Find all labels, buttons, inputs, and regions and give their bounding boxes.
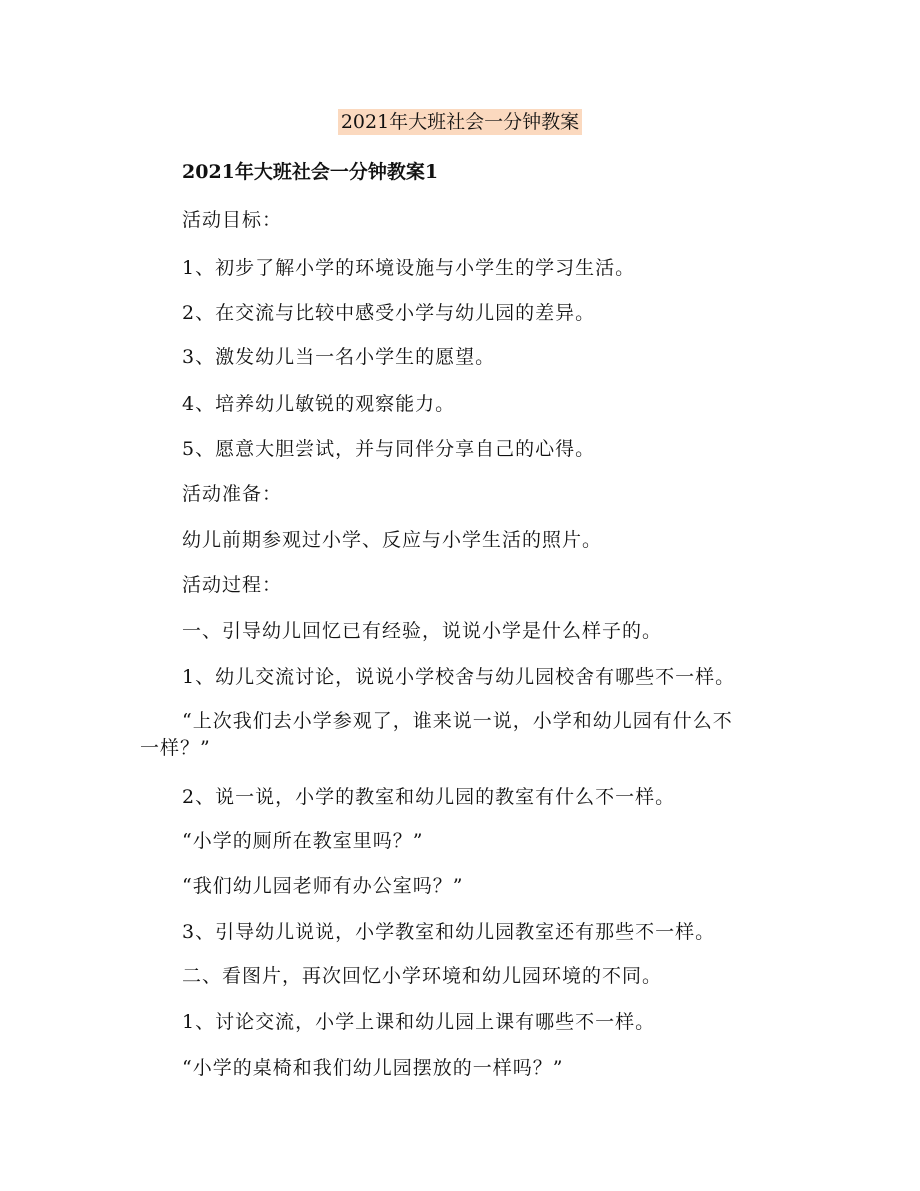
paragraph-process-label: 活动过程： [182,574,283,596]
paragraph-step-2-1: 1、讨论交流，小学上课和幼儿园上课有哪些不一样。 [182,1011,656,1033]
paragraph-step-2: 二、看图片，再次回忆小学环境和幼儿园环境的不同。 [182,965,663,987]
paragraph-step-1-3: 3、引导幼儿说说，小学教室和幼儿园教室还有那些不一样。 [182,921,716,943]
paragraph-quote-1-continued: 一样？” [140,737,211,759]
paragraph-step-1: 一、引导幼儿回忆已有经验，说说小学是什么样子的。 [182,620,663,642]
section-heading: 2021年大班社会一分钟教案1 [182,161,439,183]
document-title-text: 2021年大班社会一分钟教案 [338,109,582,135]
document-title [0,107,920,137]
paragraph-quote-4: “小学的桌椅和我们幼儿园摆放的一样吗？” [182,1057,564,1079]
paragraph-activity-goals-label: 活动目标： [182,209,283,231]
paragraph-quote-3: “我们幼儿园老师有办公室吗？” [182,875,464,897]
paragraph-goal-1: 1、初步了解小学的环境设施与小学生的学习生活。 [182,257,636,279]
paragraph-goal-2: 2、在交流与比较中感受小学与幼儿园的差异。 [182,302,596,324]
paragraph-goal-4: 4、培养幼儿敏锐的观察能力。 [182,393,456,415]
paragraph-quote-2: “小学的厕所在教室里吗？” [182,830,424,852]
paragraph-quote-1: “上次我们去小学参观了，谁来说一说，小学和幼儿园有什么不 [182,710,733,732]
paragraph-preparation-label: 活动准备： [182,483,283,505]
paragraph-step-1-2: 2、说一说，小学的教室和幼儿园的教室有什么不一样。 [182,786,676,808]
paragraph-step-1-1: 1、幼儿交流讨论，说说小学校舍与幼儿园校舍有哪些不一样。 [182,666,736,688]
paragraph-goal-3: 3、激发幼儿当一名小学生的愿望。 [182,346,496,368]
paragraph-goal-5: 5、愿意大胆尝试，并与同伴分享自己的心得。 [182,438,596,460]
paragraph-preparation: 幼儿前期参观过小学、反应与小学生活的照片。 [182,529,603,551]
